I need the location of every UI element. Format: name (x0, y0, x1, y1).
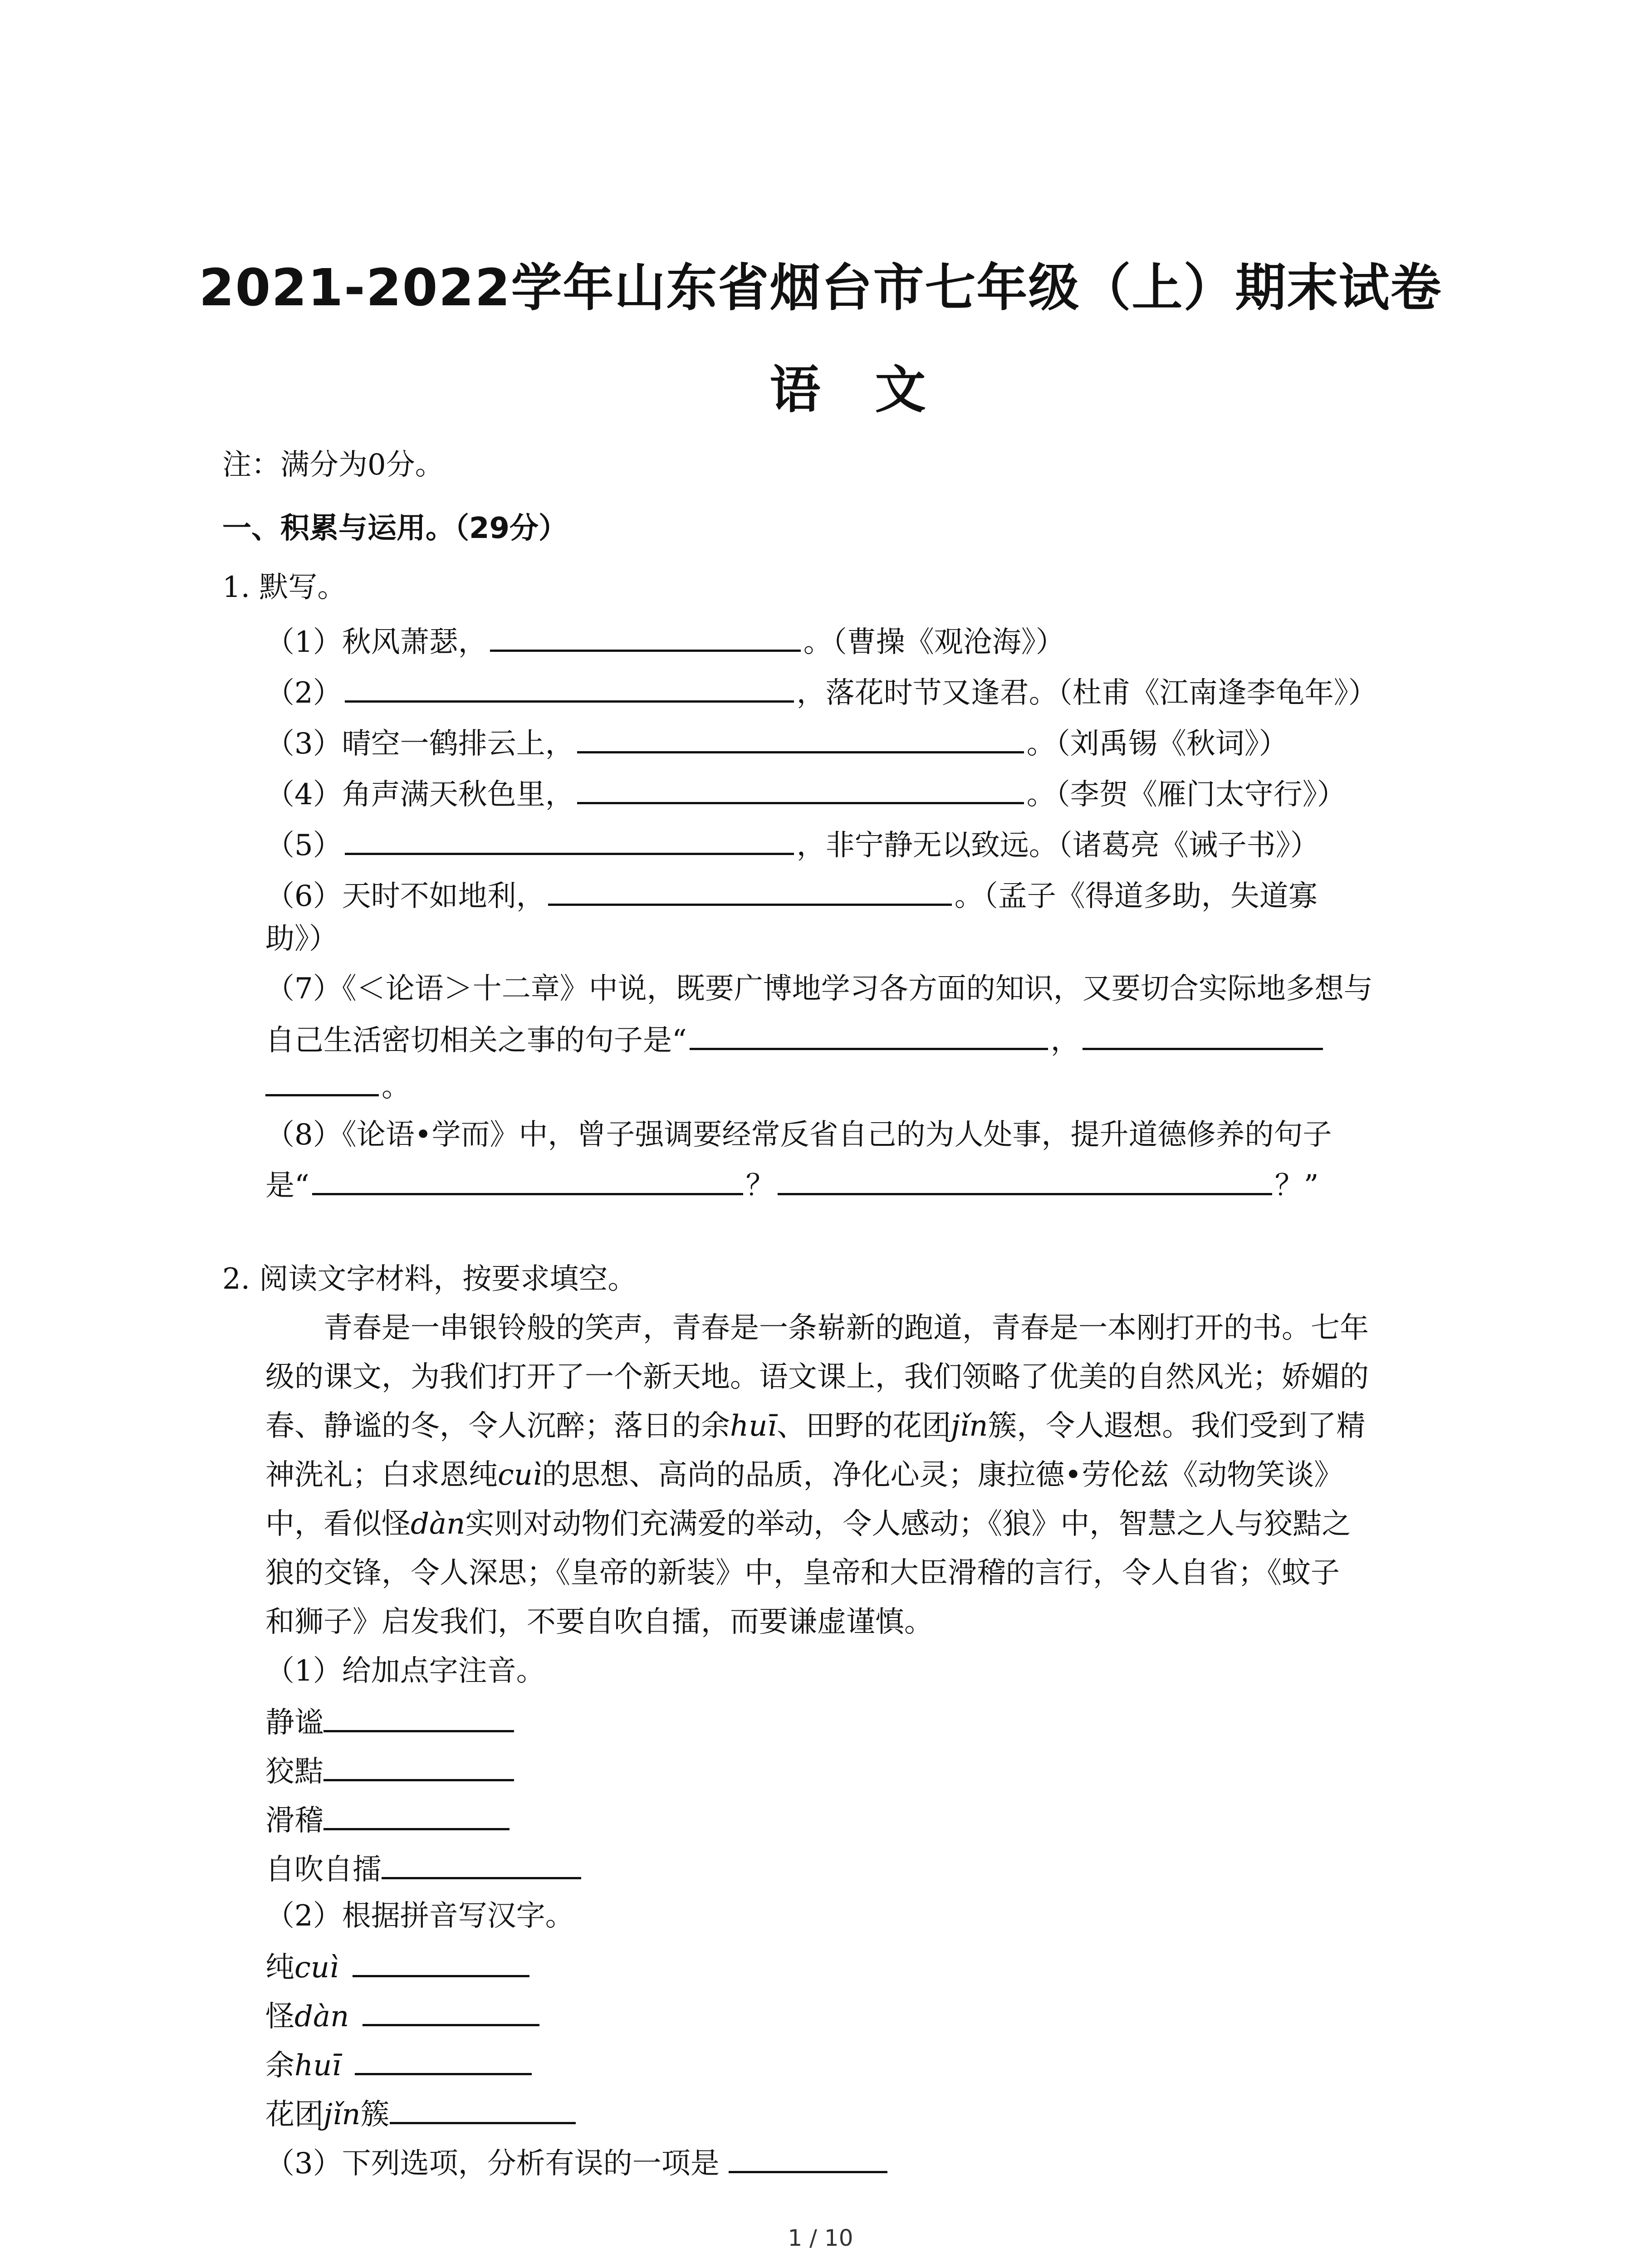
answer-blank[interactable] (323, 1800, 509, 1830)
document-title: 2021-2022学年山东省烟台市七年级（上）期末试卷 (199, 259, 1442, 318)
pinyin-item: 狡黠 (265, 1751, 517, 1790)
answer-blank[interactable] (323, 1702, 514, 1732)
section-heading: 一、积累与运用。（29分） (222, 512, 568, 545)
answer-blank[interactable] (1083, 1020, 1323, 1050)
answer-blank[interactable] (355, 2045, 532, 2075)
question-1-item-7-line-3: 。 (265, 1066, 411, 1105)
answer-blank[interactable] (690, 1020, 1048, 1050)
question-1-item-7: （7）《＜论语＞十二章》中说，既要广博地学习各方面的知识，又要切合实际地多想与 (265, 972, 1373, 1006)
page-number: 1 / 10 (788, 2225, 853, 2251)
subject-heading: 语文 (769, 361, 980, 420)
passage-line: 狼的交锋，令人深思；《皇帝的新装》中，皇帝和大臣滑稽的言行，令人自省；《蚊子 (265, 1556, 1340, 1590)
question-1-item-8: （8）《论语•学而》中，曾子强调要经常反省自己的为人处事，提升道德修养的句子 (265, 1118, 1332, 1152)
question-1-stem: 1. 默写。 (222, 571, 347, 604)
hanzi-item: 花团jǐn簇 (265, 2094, 578, 2133)
question-2-stem: 2. 阅读文字材料，按要求填空。 (222, 1262, 637, 1296)
answer-blank[interactable] (548, 875, 952, 906)
answer-blank[interactable] (345, 672, 794, 703)
passage-line: 和狮子》启发我们，不要自吹自擂，而要谦虚谨慎。 (265, 1605, 933, 1639)
pinyin-item: 滑稽 (265, 1800, 512, 1839)
answer-blank[interactable] (729, 2143, 887, 2173)
question-1-item-3: （3）晴空一鹤排云上， 。（刘禹锡《秋词》） (265, 723, 1288, 762)
answer-blank[interactable] (353, 1947, 529, 1977)
answer-blank[interactable] (778, 1165, 1272, 1195)
answer-blank[interactable] (362, 1996, 539, 2026)
question-1-item-4: （4）角声满天秋色里， 。（李贺《雁门太守行》） (265, 774, 1346, 813)
answer-blank[interactable] (382, 1849, 581, 1879)
subquestion-1: （1）给加点字注音。 (265, 1654, 545, 1688)
question-1-item-5: （5） ，非宁静无以致远。（诸葛亮《诫子书》） (265, 825, 1319, 864)
pinyin-item: 静谧 (265, 1702, 517, 1741)
passage-line: 级的课文，为我们打开了一个新天地。语文课上，我们领略了优美的自然风光；娇媚的 (265, 1360, 1369, 1394)
hanzi-item: 余huī (265, 2045, 534, 2084)
answer-blank[interactable] (323, 1751, 514, 1781)
question-1-item-6: （6）天时不如地利， 。（孟子《得道多助，失道寡 (265, 875, 1318, 914)
question-1-item-6-continued: 助》） (265, 922, 338, 956)
hanzi-item: 纯cuì (265, 1947, 532, 1986)
answer-blank[interactable] (577, 723, 1024, 753)
answer-blank[interactable] (490, 621, 801, 652)
passage-line: 春、静谧的冬，令人沉醉；落日的余huī、田野的花团jǐn簇，令人遐想。我们受到了精 (265, 1409, 1366, 1443)
question-1-item-8-line-2: 是“ ？ ？” (265, 1165, 1318, 1204)
passage-line: 神洗礼；白求恩纯cuì的思想、高尚的品质，净化心灵；康拉德•劳伦兹《动物笑谈》 (265, 1458, 1343, 1492)
answer-blank[interactable] (312, 1165, 743, 1195)
note: 注：满分为0分。 (222, 448, 444, 482)
question-1-item-7-line-2: 自己生活密切相关之事的句子是“ ， (265, 1020, 1326, 1059)
answer-blank[interactable] (577, 774, 1024, 804)
answer-blank[interactable] (345, 825, 794, 855)
answer-blank[interactable] (265, 1066, 379, 1096)
passage-line: 青春是一串银铃般的笑声，青春是一条崭新的跑道，青春是一本刚打开的书。七年 (265, 1311, 1369, 1345)
pinyin-item: 自吹自擂 (265, 1849, 584, 1888)
passage-line: 中，看似怪dàn实则对动物们充满爱的举动，令人感动；《狼》中，智慧之人与狡黠之 (265, 1507, 1351, 1541)
question-1-item-1: （1）秋风萧瑟， 。（曹操《观沧海》） (265, 621, 1065, 660)
hanzi-item: 怪dàn (265, 1996, 542, 2035)
question-1-item-2: （2） ，落花时节又逢君。（杜甫《江南逢李龟年》） (265, 672, 1377, 711)
subquestion-2: （2）根据拼音写汉字。 (265, 1899, 574, 1933)
subquestion-3: （3）下列选项，分析有误的一项是 (265, 2143, 890, 2182)
answer-blank[interactable] (390, 2094, 576, 2124)
